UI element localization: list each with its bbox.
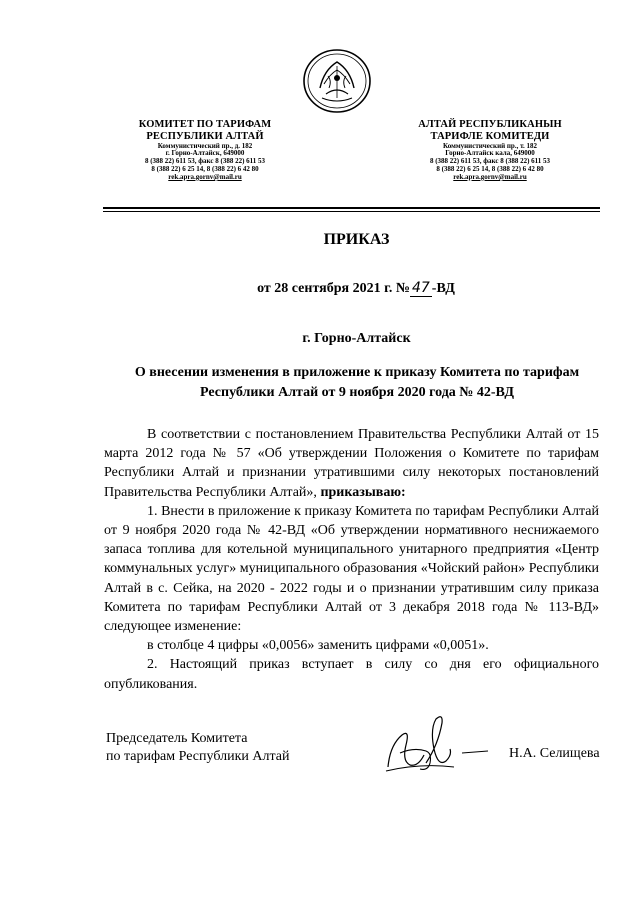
org-name-ru-line2: РЕСПУБЛИКИ АЛТАЙ (146, 130, 264, 142)
handwritten-number: 47 (411, 280, 430, 296)
address-line1: Коммунистический пр., т. 182 (443, 141, 537, 150)
number-suffix: -ВД (431, 281, 455, 296)
signatory-title (106, 730, 289, 766)
address-line1: Коммунистический пр., д. 182 (157, 141, 253, 150)
item-2-paragraph: 2. Настоящий приказ вступает в силу со дня его официального опубликования. (104, 657, 599, 692)
document-title: ПРИКАЗ (323, 231, 390, 248)
header-divider-thick (103, 207, 600, 209)
email-link[interactable]: rek.apra.gornv@mail.ru (453, 172, 527, 181)
handwritten-signature (380, 705, 500, 785)
signatory-title-line2: по тарифам Республики Алтай (106, 749, 290, 764)
phones-line2: 8 (388 22) 6 25 14, 8 (388 22) 6 42 80 (436, 164, 544, 173)
header-right (380, 119, 600, 182)
header-left (95, 119, 315, 182)
address-line2: Горно-Алтайск кала, 649000 (445, 149, 535, 158)
org-name-ru-line1: КОМИТЕТ ПО ТАРИФАМ (138, 119, 272, 130)
org-name-alt-line1: АЛТАЙ РЕСПУБЛИКАНЫН (418, 119, 562, 130)
phones-line1: 8 (388 22) 611 53, факс 8 (388 22) 611 53 (144, 157, 266, 166)
intro-paragraph (104, 425, 599, 502)
republic-emblem-icon (302, 48, 372, 114)
document-city: г. Горно-Алтайск (302, 331, 411, 346)
document-subject: О внесении изменения в приложение к приказу Комитета по тарифам Республики Алтай от 9 ноября 2020 года № 42-ВД (134, 365, 580, 400)
document-body (104, 425, 599, 694)
phones-line1: 8 (388 22) 611 53, факс 8 (388 22) 611 53 (429, 157, 551, 166)
item-1-change-paragraph: в столбце 4 цифры «0,0056» заменить цифрами «0,0051». (147, 638, 489, 654)
decision-word: приказываю: (320, 484, 406, 500)
item-1-paragraph: 1. Внести в приложение к приказу Комитета по тарифам Республики Алтай от 9 ноября 2020 года № 42-ВД «Об утверждении нормативного неснижаемого запаса топлива для котельной муниципального унитарного предприятия «Центр коммунальных услуг» муниципального образования «Чойский район» Республики Алтай в с. Сейка, на 2020 - 2022 годы и о признании утратившим силу приказа Комитета по тарифам Республики Алтай от 3 декабря 2018 года № 113-ВД» следующее изменение: (104, 503, 599, 635)
address-line2: г. Горно-Алтайск, 649000 (165, 149, 245, 158)
intro-text: В соответствии с постановлением Правительства Республики Алтай от 15 марта 2012 года № 57 «Об утверждении Положения о Комитете по тарифам Республики Алтай и признании утратившими силу некоторых постановлений Правительства Республики Алтай», (104, 427, 599, 500)
signatory-name: Н.А. Селищева (509, 746, 600, 761)
signatory-title-line1: Председатель Комитета (106, 731, 248, 746)
header-divider-thin (103, 211, 600, 212)
date-prefix: от 28 сентября 2021 г. № (257, 281, 410, 296)
email-link[interactable]: rek.apra.gornv@mail.ru (168, 172, 242, 181)
document-date (0, 280, 639, 297)
org-name-alt-line2: ТАРИФЛЕ КОМИТЕДИ (430, 130, 550, 142)
phones-line2: 8 (388 22) 6 25 14, 8 (388 22) 6 42 80 (151, 164, 259, 173)
